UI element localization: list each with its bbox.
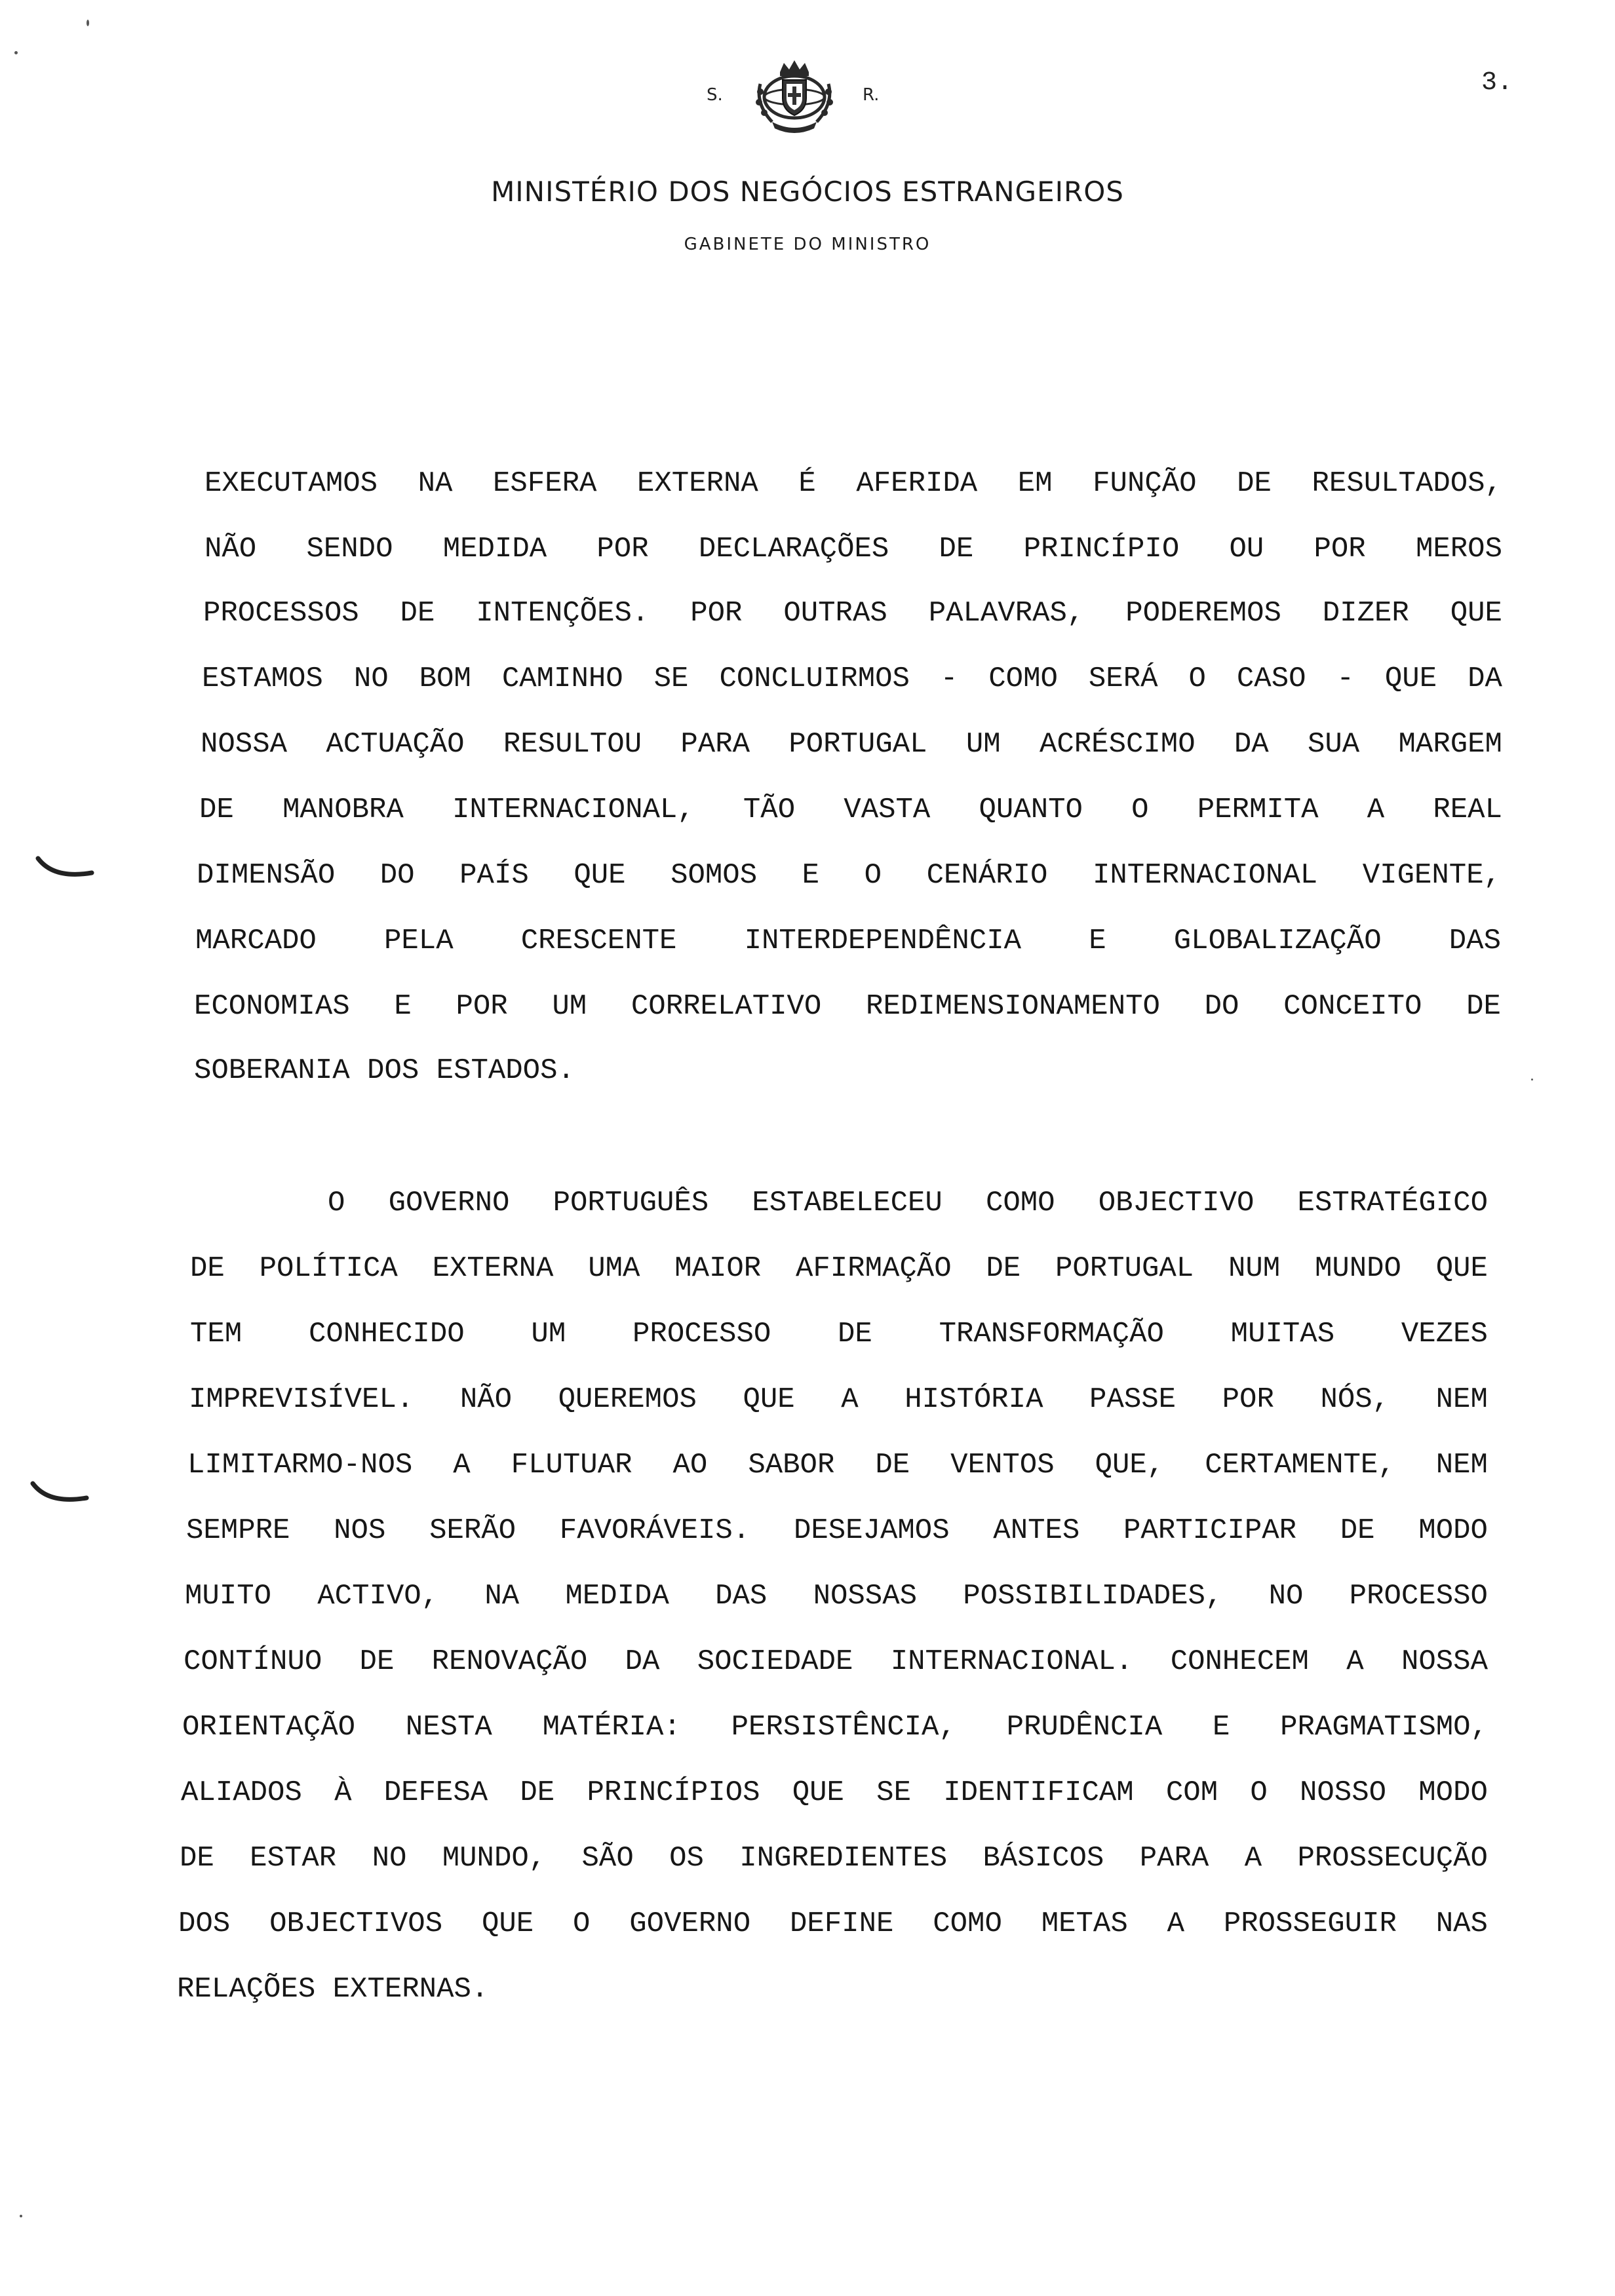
word: - [1336, 662, 1354, 695]
word: PROSSEGUIR [1223, 1907, 1397, 1940]
word: A [1167, 1907, 1184, 1940]
word: PROCESSO [632, 1318, 771, 1350]
word: PROCESSOS [203, 597, 359, 630]
word: DECLARAÇÕES [698, 533, 889, 565]
word: MARCADO [195, 925, 317, 957]
word: UM [965, 728, 1001, 761]
word: E [1089, 925, 1106, 957]
word: RESULTOU [503, 728, 642, 761]
text-line [195, 924, 1501, 958]
word: DAS [1449, 925, 1501, 957]
word: IDENTIFICAM [943, 1776, 1134, 1809]
word: FUNÇÃO [1093, 467, 1197, 500]
word: QUE [792, 1776, 844, 1809]
word: PRINCÍPIO [1023, 533, 1180, 565]
cabinet-subheading: GABINETE DO MINISTRO [684, 235, 931, 254]
word: AFIRMAÇÃO [795, 1252, 952, 1285]
word: DEFESA [383, 1776, 488, 1809]
word: OBJECTIVO [1098, 1187, 1255, 1219]
text-line [204, 467, 1502, 501]
word: NÃO [204, 533, 257, 565]
word: ESTRATÉGICO [1297, 1187, 1488, 1219]
word: A [1367, 794, 1385, 826]
word: MUITO [185, 1580, 272, 1613]
text-line [181, 1776, 1488, 1810]
word: AO [672, 1449, 708, 1482]
word: PERMITA [1197, 794, 1319, 826]
word: ANTES [993, 1514, 1080, 1547]
word: PARTICIPAR [1123, 1514, 1297, 1547]
word: SE [653, 662, 689, 695]
word: OUTRAS [783, 597, 887, 630]
word: GLOBALIZAÇÃO [1173, 925, 1382, 957]
word: DE [180, 1842, 214, 1875]
word: EXECUTAMOS [204, 467, 378, 500]
word: EXTERNA [432, 1252, 554, 1285]
text-line [178, 1907, 1488, 1941]
word: O [864, 859, 882, 892]
word: DE [838, 1318, 872, 1350]
word: FLUTUAR [511, 1449, 632, 1482]
word: SE [876, 1776, 911, 1809]
word: NEM [1435, 1449, 1488, 1482]
word: DA [1234, 728, 1269, 761]
word: NÓS, [1320, 1383, 1390, 1416]
word: SÃO [581, 1842, 634, 1875]
word: QUE [743, 1383, 795, 1416]
text-line [194, 989, 1501, 1024]
word: NO [372, 1842, 407, 1875]
word: COMO [988, 662, 1058, 695]
word: POR [596, 533, 649, 565]
text-line [190, 1317, 1488, 1351]
word: NESTA [405, 1711, 492, 1744]
word: COMO [933, 1907, 1002, 1940]
word: HISTÓRIA [905, 1383, 1043, 1416]
word: OS [669, 1842, 704, 1875]
word: DE [1466, 990, 1501, 1023]
word: NO [353, 662, 389, 695]
word: BÁSICOS [983, 1842, 1104, 1875]
word: NOS [334, 1514, 386, 1547]
word: NO [1268, 1580, 1304, 1613]
word: EXTERNA [636, 467, 758, 500]
text-line [199, 793, 1502, 827]
page-number: 3. [1481, 68, 1513, 98]
word: DO [1204, 990, 1239, 1023]
word: PROCESSO [1349, 1580, 1488, 1613]
word: REAL [1433, 794, 1502, 826]
word: QUE [481, 1907, 534, 1940]
word: É [798, 467, 816, 500]
word: DE [1237, 467, 1272, 500]
text-line [203, 596, 1502, 630]
word: INGREDIENTES [739, 1842, 948, 1875]
word: POSSIBILIDADES, [963, 1580, 1223, 1613]
word: ESTAR [250, 1842, 337, 1875]
text-line: RELAÇÕES EXTERNAS. [177, 1973, 489, 2006]
word: NAS [1435, 1907, 1488, 1940]
word: - [940, 662, 958, 695]
scan-speck [20, 2215, 22, 2217]
letterhead-left-letter: S. [707, 85, 723, 105]
text-line [187, 1448, 1488, 1482]
word: NEM [1435, 1383, 1488, 1416]
word: À [334, 1776, 352, 1809]
word: ACTIVO, [317, 1580, 439, 1613]
word: QUEREMOS [558, 1383, 697, 1416]
text-line [185, 1579, 1488, 1613]
word: TRANSFORMAÇÃO [939, 1318, 1164, 1350]
word: NOSSO [1300, 1776, 1387, 1809]
word: POR [456, 990, 508, 1023]
text-line [204, 532, 1502, 566]
word: DEFINE [789, 1907, 894, 1940]
word: EM [1017, 467, 1053, 500]
word: INTERNACIONAL [1092, 859, 1318, 892]
word: RESULTADOS, [1312, 467, 1502, 500]
word: SENDO [306, 533, 393, 565]
word: PELA [384, 925, 454, 957]
word: O [573, 1907, 591, 1940]
word: OU [1229, 533, 1264, 565]
word: PALAVRAS, [928, 597, 1085, 630]
portuguese-coat-of-arms-icon [746, 58, 843, 136]
word: INTENÇÕES. [476, 597, 650, 630]
word: O [1131, 794, 1149, 826]
word: DOS [178, 1907, 231, 1940]
word: INTERNACIONAL. [890, 1645, 1133, 1678]
word: SOCIEDADE [697, 1645, 853, 1678]
word: PARA [680, 728, 750, 761]
word: QUE, [1095, 1449, 1165, 1482]
word: ACRÉSCIMO [1039, 728, 1196, 761]
word: SOMOS [671, 859, 758, 892]
text-line [201, 727, 1502, 761]
word: POR [1313, 533, 1366, 565]
word: E [802, 859, 820, 892]
word: ALIADOS [181, 1776, 302, 1809]
word: DIMENSÃO [197, 859, 336, 892]
word: PAÍS [459, 859, 529, 892]
word: NA [484, 1580, 520, 1613]
word: PERSISTÊNCIA, [731, 1711, 956, 1744]
word: O [1250, 1776, 1268, 1809]
word: DE [520, 1776, 555, 1809]
word: POR [690, 597, 743, 630]
word: DE [190, 1252, 225, 1285]
text-line [189, 1383, 1488, 1417]
word: MANOBRA [282, 794, 404, 826]
word: GOVERNO [629, 1907, 751, 1940]
word: DO [379, 859, 415, 892]
word: CERTAMENTE, [1205, 1449, 1395, 1482]
word: QUANTO [979, 794, 1083, 826]
word: DE [875, 1449, 910, 1482]
word: MUNDO, [442, 1842, 547, 1875]
word: O [328, 1187, 345, 1219]
word: NA [418, 467, 453, 500]
word: CRESCENTE [520, 925, 677, 957]
word: DE [199, 794, 234, 826]
pencil-tick-icon [34, 853, 97, 883]
scan-speck [14, 51, 18, 54]
word: TÃO [743, 794, 796, 826]
ministry-heading: MINISTÉRIO DOS NEGÓCIOS ESTRANGEIROS [491, 176, 1124, 208]
word: PORTUGAL [1055, 1252, 1194, 1285]
word: TEM [190, 1318, 243, 1350]
word: DE [939, 533, 974, 565]
word: MEROS [1415, 533, 1502, 565]
scan-speck [87, 20, 89, 26]
word: UM [531, 1318, 566, 1350]
word: QUE [1450, 597, 1502, 630]
word: A [1346, 1645, 1364, 1678]
word: DE [359, 1645, 395, 1678]
word: CAMINHO [501, 662, 623, 695]
word: ORIENTAÇÃO [182, 1711, 356, 1744]
word: NOSSA [201, 728, 288, 761]
word: MODO [1418, 1514, 1488, 1547]
word: VENTOS [950, 1449, 1055, 1482]
text-line [186, 1514, 1488, 1548]
word: O [1188, 662, 1206, 695]
word: MEDIDA [442, 533, 547, 565]
word: ECONOMIAS [194, 990, 350, 1023]
word: PROSSECUÇÃO [1297, 1842, 1488, 1875]
word: PRUDÊNCIA [1006, 1711, 1163, 1744]
word: DA [1468, 662, 1502, 695]
word: CONHECEM [1170, 1645, 1309, 1678]
word: E [394, 990, 412, 1023]
word: INTERDEPENDÊNCIA [744, 925, 1022, 957]
word: QUE [1435, 1252, 1488, 1285]
word: DE [986, 1252, 1021, 1285]
word: PORTUGAL [788, 728, 927, 761]
word: LIMITARMO-NOS [187, 1449, 413, 1482]
word: CASO [1236, 662, 1306, 695]
word: PASSE [1089, 1383, 1177, 1416]
word: DIZER [1322, 597, 1409, 630]
word: SERÃO [429, 1514, 516, 1547]
word: DAS [715, 1580, 768, 1613]
text-line [197, 858, 1501, 892]
word: OBJECTIVOS [269, 1907, 443, 1940]
word: IMPREVISÍVEL. [189, 1383, 414, 1416]
word: A [1244, 1842, 1262, 1875]
pencil-tick-icon [29, 1478, 92, 1508]
word: METAS [1041, 1907, 1128, 1940]
text-line [190, 1252, 1488, 1286]
word: DA [625, 1645, 660, 1678]
word: GOVERNO [388, 1187, 510, 1219]
word: MEDIDA [565, 1580, 669, 1613]
word: QUE [1384, 662, 1437, 695]
word: ESTABELECEU [752, 1187, 943, 1219]
text-line [182, 1710, 1488, 1744]
text-line [184, 1645, 1488, 1679]
word: POLÍTICA [259, 1252, 398, 1285]
word: QUE [574, 859, 626, 892]
text-line [180, 1841, 1488, 1875]
word: PODEREMOS [1125, 597, 1281, 630]
word: SEMPRE [186, 1514, 290, 1547]
word: VEZES [1401, 1318, 1488, 1350]
word: DESEJAMOS [793, 1514, 950, 1547]
word: UMA [588, 1252, 640, 1285]
word: CONCEITO [1283, 990, 1422, 1023]
text-line: SOBERANIA DOS ESTADOS. [194, 1054, 575, 1087]
word: E [1212, 1711, 1230, 1744]
word: POR [1222, 1383, 1274, 1416]
word: MARGEM [1398, 728, 1502, 761]
word: ESTAMOS [202, 662, 323, 695]
word: MAIOR [674, 1252, 762, 1285]
word: PRINCÍPIOS [587, 1776, 760, 1809]
word: SERÁ [1088, 662, 1158, 695]
scan-speck [1531, 1079, 1533, 1081]
word: PRAGMATISMO, [1280, 1711, 1488, 1744]
word: INTERNACIONAL, [452, 794, 695, 826]
letterhead-right-letter: R. [863, 85, 880, 105]
word: ESFERA [492, 467, 597, 500]
word: NOSSA [1401, 1645, 1488, 1678]
word: MODO [1418, 1776, 1488, 1809]
word: A [453, 1449, 471, 1482]
word: VIGENTE, [1362, 859, 1501, 892]
word: SUA [1308, 728, 1360, 761]
word: MUNDO [1314, 1252, 1401, 1285]
word: CENÁRIO [926, 859, 1048, 892]
word: REDIMENSIONAMENTO [866, 990, 1160, 1023]
text-line [202, 662, 1502, 696]
word: MATÉRIA: [542, 1711, 681, 1744]
word: DE [1340, 1514, 1375, 1547]
word: CONTÍNUO [184, 1645, 322, 1678]
word: FAVORÁVEIS. [559, 1514, 750, 1547]
text-line [328, 1186, 1488, 1220]
word: PORTUGUÊS [553, 1187, 709, 1219]
word: NÃO [459, 1383, 513, 1416]
word: ACTUAÇÃO [326, 728, 465, 761]
word: PARA [1139, 1842, 1209, 1875]
word: MUITAS [1230, 1318, 1335, 1350]
word: NUM [1228, 1252, 1281, 1285]
word: CONHECIDO [309, 1318, 465, 1350]
word: AFERIDA [856, 467, 978, 500]
word: A [841, 1383, 859, 1416]
word: CORRELATIVO [631, 990, 822, 1023]
word: UM [552, 990, 587, 1023]
word: CONCLUIRMOS [719, 662, 910, 695]
word: COM [1165, 1776, 1218, 1809]
word: RENOVAÇÃO [431, 1645, 588, 1678]
word: NOSSAS [813, 1580, 918, 1613]
word: BOM [419, 662, 471, 695]
word: DE [400, 597, 435, 630]
word: COMO [985, 1187, 1055, 1219]
word: SABOR [748, 1449, 835, 1482]
word: VASTA [844, 794, 931, 826]
